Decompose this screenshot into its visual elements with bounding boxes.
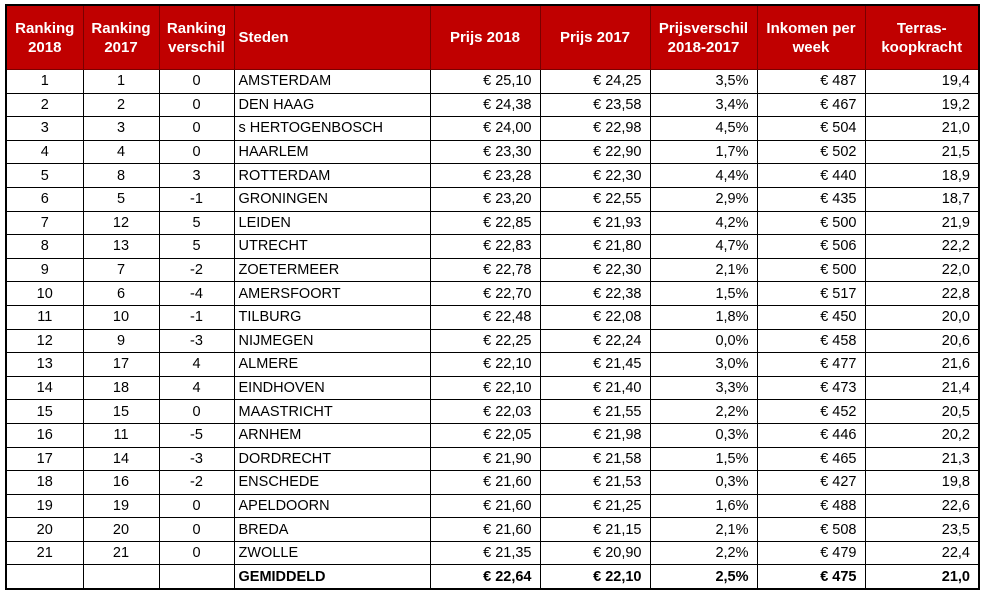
cell-prijsverschil: 4,4% xyxy=(650,164,757,188)
cell-prijs-2017: € 21,15 xyxy=(540,518,650,542)
cell-prijsverschil: 1,7% xyxy=(650,140,757,164)
cell-prijs-2017: € 20,90 xyxy=(540,541,650,565)
cell-prijs-2017: € 21,40 xyxy=(540,376,650,400)
cell-inkomen-per-week: € 508 xyxy=(757,518,865,542)
cell-inkomen-per-week: € 458 xyxy=(757,329,865,353)
cell-ranking-2017: 12 xyxy=(83,211,159,235)
cell-terras-koopkracht: 19,8 xyxy=(865,471,979,495)
cell-prijs-2018: € 22,10 xyxy=(430,353,540,377)
cell-prijs-2017: € 22,38 xyxy=(540,282,650,306)
cell-ranking-2018: 12 xyxy=(6,329,83,353)
table-row xyxy=(6,187,979,211)
cell-prijs-2018: € 22,85 xyxy=(430,211,540,235)
cell-ranking-2018: 1 xyxy=(6,70,83,94)
header-ranking-2017 xyxy=(83,5,159,70)
header-text: koopkracht xyxy=(881,38,963,56)
table-row xyxy=(6,376,979,400)
cell-stad: DORDRECHT xyxy=(234,447,430,471)
cell-ranking-2017: 16 xyxy=(83,471,159,495)
cell-terras-koopkracht: 21,9 xyxy=(865,211,979,235)
header-prijs-2018 xyxy=(430,5,540,70)
cell-terras-koopkracht: 22,2 xyxy=(865,235,979,259)
cell-prijs-2018: € 23,30 xyxy=(430,140,540,164)
header-steden xyxy=(234,5,430,70)
cell-ranking-2017: 19 xyxy=(83,494,159,518)
cell-prijsverschil: 2,2% xyxy=(650,541,757,565)
cell-terras-koopkracht: 21,3 xyxy=(865,447,979,471)
cell-ranking-2018: 8 xyxy=(6,235,83,259)
table-row xyxy=(6,235,979,259)
cell-ranking-2017: 10 xyxy=(83,305,159,329)
cell-ranking-2017 xyxy=(83,565,159,589)
cell-prijs-2018: € 24,00 xyxy=(430,117,540,141)
cell-ranking-2018: 10 xyxy=(6,282,83,306)
header-text: Ranking xyxy=(15,19,75,37)
cell-stad: AMSTERDAM xyxy=(234,70,430,94)
cell-terras-koopkracht: 23,5 xyxy=(865,518,979,542)
table-row xyxy=(6,305,979,329)
cell-stad: DEN HAAG xyxy=(234,93,430,117)
cell-ranking-2017: 20 xyxy=(83,518,159,542)
header-text: Prijs 2017 xyxy=(559,29,631,46)
header-inkomen-per-week xyxy=(757,5,865,70)
terras-koopkracht-table xyxy=(5,4,980,590)
cell-ranking-2017: 2 xyxy=(83,93,159,117)
table-row xyxy=(6,282,979,306)
cell-prijs-2017: € 22,24 xyxy=(540,329,650,353)
cell-ranking-verschil xyxy=(159,565,234,589)
cell-ranking-verschil: -2 xyxy=(159,471,234,495)
cell-prijs-2017: € 21,98 xyxy=(540,423,650,447)
header-text: 2017 xyxy=(104,38,138,56)
cell-prijs-2018: € 22,70 xyxy=(430,282,540,306)
cell-inkomen-per-week: € 517 xyxy=(757,282,865,306)
cell-terras-koopkracht: 22,4 xyxy=(865,541,979,565)
cell-ranking-2017: 5 xyxy=(83,187,159,211)
cell-prijsverschil: 0,0% xyxy=(650,329,757,353)
cell-stad: AMERSFOORT xyxy=(234,282,430,306)
cell-terras-koopkracht: 22,6 xyxy=(865,494,979,518)
cell-stad: MAASTRICHT xyxy=(234,400,430,424)
table-row xyxy=(6,494,979,518)
header-text: Ranking xyxy=(166,19,227,37)
cell-ranking-2018: 20 xyxy=(6,518,83,542)
header-text: Prijs 2018 xyxy=(449,29,521,46)
cell-inkomen-per-week: € 467 xyxy=(757,93,865,117)
cell-ranking-verschil: -4 xyxy=(159,282,234,306)
cell-prijs-2018: € 22,64 xyxy=(430,565,540,589)
cell-prijsverschil: 2,2% xyxy=(650,400,757,424)
cell-prijs-2017: € 21,45 xyxy=(540,353,650,377)
cell-ranking-2018: 17 xyxy=(6,447,83,471)
cell-prijs-2017: € 22,55 xyxy=(540,187,650,211)
cell-ranking-verschil: 0 xyxy=(159,494,234,518)
cell-prijs-2017: € 21,93 xyxy=(540,211,650,235)
cell-ranking-verschil: -2 xyxy=(159,258,234,282)
cell-terras-koopkracht: 21,4 xyxy=(865,376,979,400)
cell-ranking-verschil: -3 xyxy=(159,329,234,353)
cell-prijs-2018: € 22,78 xyxy=(430,258,540,282)
cell-ranking-verschil: -1 xyxy=(159,305,234,329)
cell-prijs-2017: € 21,25 xyxy=(540,494,650,518)
cell-inkomen-per-week: € 465 xyxy=(757,447,865,471)
header-text: verschil xyxy=(168,38,225,56)
cell-prijs-2018: € 21,35 xyxy=(430,541,540,565)
cell-stad: s HERTOGENBOSCH xyxy=(234,117,430,141)
cell-ranking-2018: 13 xyxy=(6,353,83,377)
cell-terras-koopkracht: 22,8 xyxy=(865,282,979,306)
table-body xyxy=(6,70,979,590)
cell-prijs-2017: € 22,30 xyxy=(540,164,650,188)
cell-inkomen-per-week: € 446 xyxy=(757,423,865,447)
cell-inkomen-per-week: € 500 xyxy=(757,211,865,235)
cell-terras-koopkracht: 21,0 xyxy=(865,117,979,141)
cell-ranking-2018: 6 xyxy=(6,187,83,211)
cell-terras-koopkracht: 19,4 xyxy=(865,70,979,94)
cell-ranking-2017: 17 xyxy=(83,353,159,377)
cell-stad: LEIDEN xyxy=(234,211,430,235)
cell-terras-koopkracht: 19,2 xyxy=(865,93,979,117)
cell-ranking-verschil: 0 xyxy=(159,70,234,94)
cell-terras-koopkracht: 18,9 xyxy=(865,164,979,188)
cell-prijs-2017: € 22,98 xyxy=(540,117,650,141)
cell-prijs-2018: € 24,38 xyxy=(430,93,540,117)
cell-prijs-2017: € 22,90 xyxy=(540,140,650,164)
cell-prijs-2018: € 22,05 xyxy=(430,423,540,447)
cell-inkomen-per-week: € 477 xyxy=(757,353,865,377)
cell-prijsverschil: 1,8% xyxy=(650,305,757,329)
cell-prijs-2017: € 21,80 xyxy=(540,235,650,259)
cell-prijs-2018: € 21,60 xyxy=(430,471,540,495)
cell-prijsverschil: 1,5% xyxy=(650,447,757,471)
cell-prijsverschil: 4,2% xyxy=(650,211,757,235)
table-row xyxy=(6,329,979,353)
cell-terras-koopkracht: 21,6 xyxy=(865,353,979,377)
cell-inkomen-per-week: € 475 xyxy=(757,565,865,589)
cell-prijsverschil: 3,3% xyxy=(650,376,757,400)
cell-ranking-2017: 4 xyxy=(83,140,159,164)
header-ranking-verschil xyxy=(159,5,234,70)
cell-prijs-2018: € 25,10 xyxy=(430,70,540,94)
header-text: Ranking xyxy=(91,19,151,37)
table-total-row xyxy=(6,565,979,589)
cell-prijs-2018: € 21,90 xyxy=(430,447,540,471)
cell-inkomen-per-week: € 450 xyxy=(757,305,865,329)
cell-prijs-2017: € 21,53 xyxy=(540,471,650,495)
cell-inkomen-per-week: € 452 xyxy=(757,400,865,424)
cell-stad: GEMIDDELD xyxy=(234,565,430,589)
cell-prijsverschil: 2,9% xyxy=(650,187,757,211)
table-row xyxy=(6,70,979,94)
cell-ranking-2018: 16 xyxy=(6,423,83,447)
cell-prijsverschil: 1,5% xyxy=(650,282,757,306)
cell-ranking-2017: 13 xyxy=(83,235,159,259)
cell-terras-koopkracht: 20,0 xyxy=(865,305,979,329)
header-text: week xyxy=(792,38,830,56)
cell-stad: GRONINGEN xyxy=(234,187,430,211)
cell-prijs-2017: € 21,58 xyxy=(540,447,650,471)
header-ranking-2018 xyxy=(6,5,83,70)
cell-prijs-2018: € 22,25 xyxy=(430,329,540,353)
cell-stad: ZOETERMEER xyxy=(234,258,430,282)
cell-ranking-2017: 11 xyxy=(83,423,159,447)
cell-stad: APELDOORN xyxy=(234,494,430,518)
cell-stad: ALMERE xyxy=(234,353,430,377)
cell-ranking-2017: 18 xyxy=(83,376,159,400)
cell-ranking-2018: 7 xyxy=(6,211,83,235)
cell-prijs-2018: € 23,20 xyxy=(430,187,540,211)
cell-terras-koopkracht: 21,5 xyxy=(865,140,979,164)
header-text: 2018 xyxy=(28,38,62,56)
cell-ranking-verschil: 0 xyxy=(159,140,234,164)
table-row xyxy=(6,164,979,188)
cell-prijs-2018: € 21,60 xyxy=(430,494,540,518)
table-row xyxy=(6,117,979,141)
cell-ranking-verschil: -5 xyxy=(159,423,234,447)
cell-ranking-2017: 14 xyxy=(83,447,159,471)
cell-prijsverschil: 4,5% xyxy=(650,117,757,141)
cell-inkomen-per-week: € 427 xyxy=(757,471,865,495)
cell-stad: ROTTERDAM xyxy=(234,164,430,188)
table-row xyxy=(6,423,979,447)
cell-prijs-2017: € 21,55 xyxy=(540,400,650,424)
cell-ranking-2018: 19 xyxy=(6,494,83,518)
cell-prijs-2018: € 22,03 xyxy=(430,400,540,424)
cell-ranking-verschil: 0 xyxy=(159,400,234,424)
cell-ranking-2017: 8 xyxy=(83,164,159,188)
cell-ranking-2018: 3 xyxy=(6,117,83,141)
cell-ranking-verschil: 0 xyxy=(159,541,234,565)
cell-prijs-2018: € 22,83 xyxy=(430,235,540,259)
cell-prijs-2018: € 23,28 xyxy=(430,164,540,188)
cell-ranking-verschil: 0 xyxy=(159,518,234,542)
cell-ranking-2018 xyxy=(6,565,83,589)
cell-prijs-2018: € 21,60 xyxy=(430,518,540,542)
cell-ranking-verschil: 5 xyxy=(159,235,234,259)
cell-ranking-2018: 4 xyxy=(6,140,83,164)
table-row xyxy=(6,258,979,282)
cell-prijsverschil: 1,6% xyxy=(650,494,757,518)
cell-ranking-verschil: 5 xyxy=(159,211,234,235)
cell-prijsverschil: 0,3% xyxy=(650,423,757,447)
cell-prijs-2018: € 22,10 xyxy=(430,376,540,400)
header-text: Terras- xyxy=(896,19,947,37)
cell-prijsverschil: 2,5% xyxy=(650,565,757,589)
cell-prijsverschil: 3,0% xyxy=(650,353,757,377)
cell-stad: UTRECHT xyxy=(234,235,430,259)
header-text: Steden xyxy=(238,29,289,46)
header-text: 2018-2017 xyxy=(667,38,740,56)
cell-ranking-2018: 2 xyxy=(6,93,83,117)
cell-prijs-2017: € 24,25 xyxy=(540,70,650,94)
cell-stad: HAARLEM xyxy=(234,140,430,164)
cell-stad: BREDA xyxy=(234,518,430,542)
cell-ranking-2018: 9 xyxy=(6,258,83,282)
cell-inkomen-per-week: € 504 xyxy=(757,117,865,141)
cell-terras-koopkracht: 20,5 xyxy=(865,400,979,424)
cell-prijsverschil: 3,5% xyxy=(650,70,757,94)
header-text: Inkomen per xyxy=(766,19,856,37)
cell-ranking-verschil: 3 xyxy=(159,164,234,188)
cell-stad: ARNHEM xyxy=(234,423,430,447)
table-row xyxy=(6,541,979,565)
cell-prijs-2017: € 22,08 xyxy=(540,305,650,329)
header-prijsverschil xyxy=(650,5,757,70)
cell-inkomen-per-week: € 506 xyxy=(757,235,865,259)
cell-ranking-2017: 9 xyxy=(83,329,159,353)
cell-prijs-2017: € 23,58 xyxy=(540,93,650,117)
cell-inkomen-per-week: € 487 xyxy=(757,70,865,94)
header-prijs-2017 xyxy=(540,5,650,70)
cell-stad: TILBURG xyxy=(234,305,430,329)
table-row xyxy=(6,518,979,542)
cell-terras-koopkracht: 22,0 xyxy=(865,258,979,282)
cell-ranking-2017: 15 xyxy=(83,400,159,424)
ranking-table-container xyxy=(5,4,980,590)
cell-terras-koopkracht: 18,7 xyxy=(865,187,979,211)
cell-ranking-2017: 1 xyxy=(83,70,159,94)
cell-prijsverschil: 4,7% xyxy=(650,235,757,259)
cell-stad: NIJMEGEN xyxy=(234,329,430,353)
cell-ranking-2018: 15 xyxy=(6,400,83,424)
table-row xyxy=(6,93,979,117)
cell-inkomen-per-week: € 435 xyxy=(757,187,865,211)
table-row xyxy=(6,400,979,424)
table-row xyxy=(6,471,979,495)
cell-terras-koopkracht: 20,6 xyxy=(865,329,979,353)
cell-ranking-2017: 3 xyxy=(83,117,159,141)
cell-ranking-2017: 21 xyxy=(83,541,159,565)
header-terras-koopkracht xyxy=(865,5,979,70)
cell-stad: ZWOLLE xyxy=(234,541,430,565)
cell-ranking-verschil: -3 xyxy=(159,447,234,471)
cell-inkomen-per-week: € 488 xyxy=(757,494,865,518)
cell-inkomen-per-week: € 479 xyxy=(757,541,865,565)
cell-inkomen-per-week: € 473 xyxy=(757,376,865,400)
table-row xyxy=(6,140,979,164)
cell-ranking-2018: 18 xyxy=(6,471,83,495)
cell-ranking-verschil: -1 xyxy=(159,187,234,211)
cell-prijs-2017: € 22,30 xyxy=(540,258,650,282)
cell-prijsverschil: 2,1% xyxy=(650,258,757,282)
cell-ranking-2018: 21 xyxy=(6,541,83,565)
cell-terras-koopkracht: 21,0 xyxy=(865,565,979,589)
cell-stad: ENSCHEDE xyxy=(234,471,430,495)
cell-ranking-2018: 5 xyxy=(6,164,83,188)
cell-prijs-2017: € 22,10 xyxy=(540,565,650,589)
cell-ranking-verschil: 0 xyxy=(159,117,234,141)
cell-ranking-verschil: 4 xyxy=(159,353,234,377)
cell-ranking-2017: 6 xyxy=(83,282,159,306)
cell-inkomen-per-week: € 502 xyxy=(757,140,865,164)
cell-inkomen-per-week: € 440 xyxy=(757,164,865,188)
header-text: Prijsverschil xyxy=(658,19,749,37)
table-header-row xyxy=(6,5,979,70)
cell-prijsverschil: 0,3% xyxy=(650,471,757,495)
cell-prijs-2018: € 22,48 xyxy=(430,305,540,329)
table-row xyxy=(6,447,979,471)
cell-prijsverschil: 3,4% xyxy=(650,93,757,117)
table-row xyxy=(6,353,979,377)
cell-ranking-verschil: 4 xyxy=(159,376,234,400)
cell-ranking-verschil: 0 xyxy=(159,93,234,117)
cell-ranking-2018: 14 xyxy=(6,376,83,400)
cell-stad: EINDHOVEN xyxy=(234,376,430,400)
cell-ranking-2018: 11 xyxy=(6,305,83,329)
cell-ranking-2017: 7 xyxy=(83,258,159,282)
cell-inkomen-per-week: € 500 xyxy=(757,258,865,282)
cell-prijsverschil: 2,1% xyxy=(650,518,757,542)
cell-terras-koopkracht: 20,2 xyxy=(865,423,979,447)
table-row xyxy=(6,211,979,235)
